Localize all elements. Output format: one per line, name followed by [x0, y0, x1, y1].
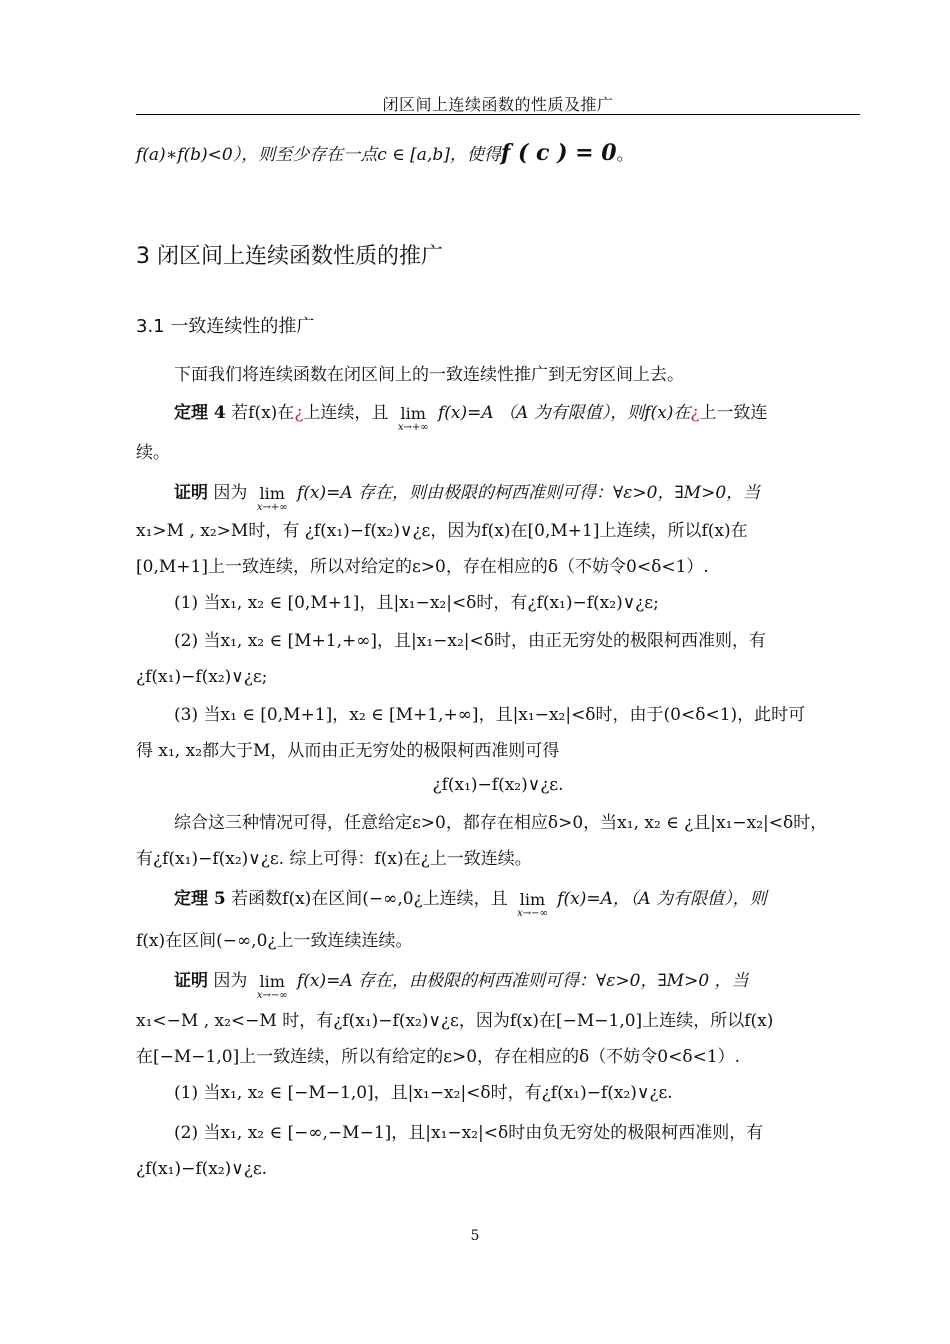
case-line: ¿f(x₁)−f(x₂)∨¿ε;	[136, 667, 268, 687]
proof-line: x₁<−M , x₂<−M 时，有¿f(x₁)−f(x₂)∨¿ε，因为f(x)在[−M−1,0]上连续，所以f(x)	[136, 1011, 774, 1031]
limit-expression: lim x→−∞	[256, 972, 288, 1001]
proof-label: 证明	[174, 483, 208, 503]
limit-expression: lim x→+∞	[397, 404, 429, 433]
proof-line: 证明 因为 lim x→+∞ f(x)=A 存在，则由极限的柯西准则可得：∀ε>0，∃M>0，当	[174, 483, 761, 513]
case-line: (3) 当x₁ ∈ [0,M+1]，x₂ ∈ [M+1,+∞]，且|x₁−x₂|<δ时，由于(0<δ<1)，此时可	[174, 705, 806, 725]
summary-line: 有¿f(x₁)−f(x₂)∨¿ε. 综上可得：f(x)在¿上一致连续。	[136, 849, 532, 869]
formula-fc: f ( c ) = 0	[500, 140, 617, 166]
subsection-heading: 3.1 一致连续性的推广	[136, 316, 315, 337]
theorem-4-line: 定理 4 若f(x)在¿上连续，且 lim x→+∞ f(x)=A （A 为有限值），则f(x)在¿上一致连	[174, 403, 768, 433]
theorem-5-cont: f(x)在区间(−∞,0¿上一致连续连续。	[136, 931, 413, 951]
proof-line: 证明 因为 lim x→−∞ f(x)=A 存在，由极限的柯西准则可得：∀ε>0，∃M>0 ，当	[174, 971, 749, 1001]
case-line: (2) 当x₁, x₂ ∈ [−∞,−M−1]，且|x₁−x₂|<δ时由负无穷处的极限柯西准则，有	[174, 1123, 764, 1143]
text-line: f(a)∗f(b)<0），则至少存在一点c ∈ [a,b]，使得f ( c ) = 0。	[136, 140, 634, 166]
theorem-5-line: 定理 5 若函数f(x)在区间(−∞,0¿上连续，且 lim x→−∞ f(x)=A，（A 为有限值），则	[174, 889, 767, 919]
proof-line: 在[−M−1,0]上一致连续，所以有给定的ε>0，存在相应的δ（不妨令0<δ<1）.	[136, 1047, 741, 1067]
limit-expression: lim x→+∞	[256, 484, 288, 513]
summary-line: 综合这三种情况可得，任意给定ε>0，都存在相应δ>0，当x₁, x₂ ∈ ¿且|x₁−x₂|<δ时，	[174, 813, 828, 833]
page-number: 5	[470, 1228, 480, 1244]
section-heading: 3 闭区间上连续函数性质的推广	[136, 244, 443, 269]
theorem-4-cont: 续。	[136, 443, 170, 463]
case-line: (1) 当x₁, x₂ ∈ [−M−1,0]，且|x₁−x₂|<δ时，有¿f(x₁)−f(x₂)∨¿ε.	[174, 1083, 673, 1103]
paragraph-line: 下面我们将连续函数在闭区间上的一致连续性推广到无穷区间上去。	[174, 365, 684, 385]
proof-line: [0,M+1]上一致连续，所以对给定的ε>0，存在相应的δ（不妨令0<δ<1）.	[136, 557, 709, 577]
proof-label: 证明	[174, 971, 208, 991]
header-rule	[136, 114, 860, 115]
case-line: (2) 当x₁, x₂ ∈ [M+1,+∞]，且|x₁−x₂|<δ时，由正无穷处的极限柯西准则，有	[174, 631, 767, 651]
display-formula: ¿f(x₁)−f(x₂)∨¿ε.	[432, 775, 564, 795]
case-line: 得 x₁, x₂都大于M，从而由正无穷处的极限柯西准则可得	[136, 741, 560, 761]
case-line: (1) 当x₁, x₂ ∈ [0,M+1]，且|x₁−x₂|<δ时，有¿f(x₁)−f(x₂)∨¿ε;	[174, 593, 659, 613]
theorem-label: 定理 4	[174, 403, 226, 423]
running-header: 闭区间上连续函数的性质及推广	[382, 95, 614, 114]
limit-expression: lim x→−∞	[517, 890, 548, 919]
theorem-label: 定理 5	[174, 889, 226, 909]
proof-line: x₁>M , x₂>M时，有 ¿f(x₁)−f(x₂)∨¿ε，因为f(x)在[0,M+1]上连续，所以f(x)在	[136, 521, 748, 541]
case-line: ¿f(x₁)−f(x₂)∨¿ε.	[136, 1159, 268, 1179]
